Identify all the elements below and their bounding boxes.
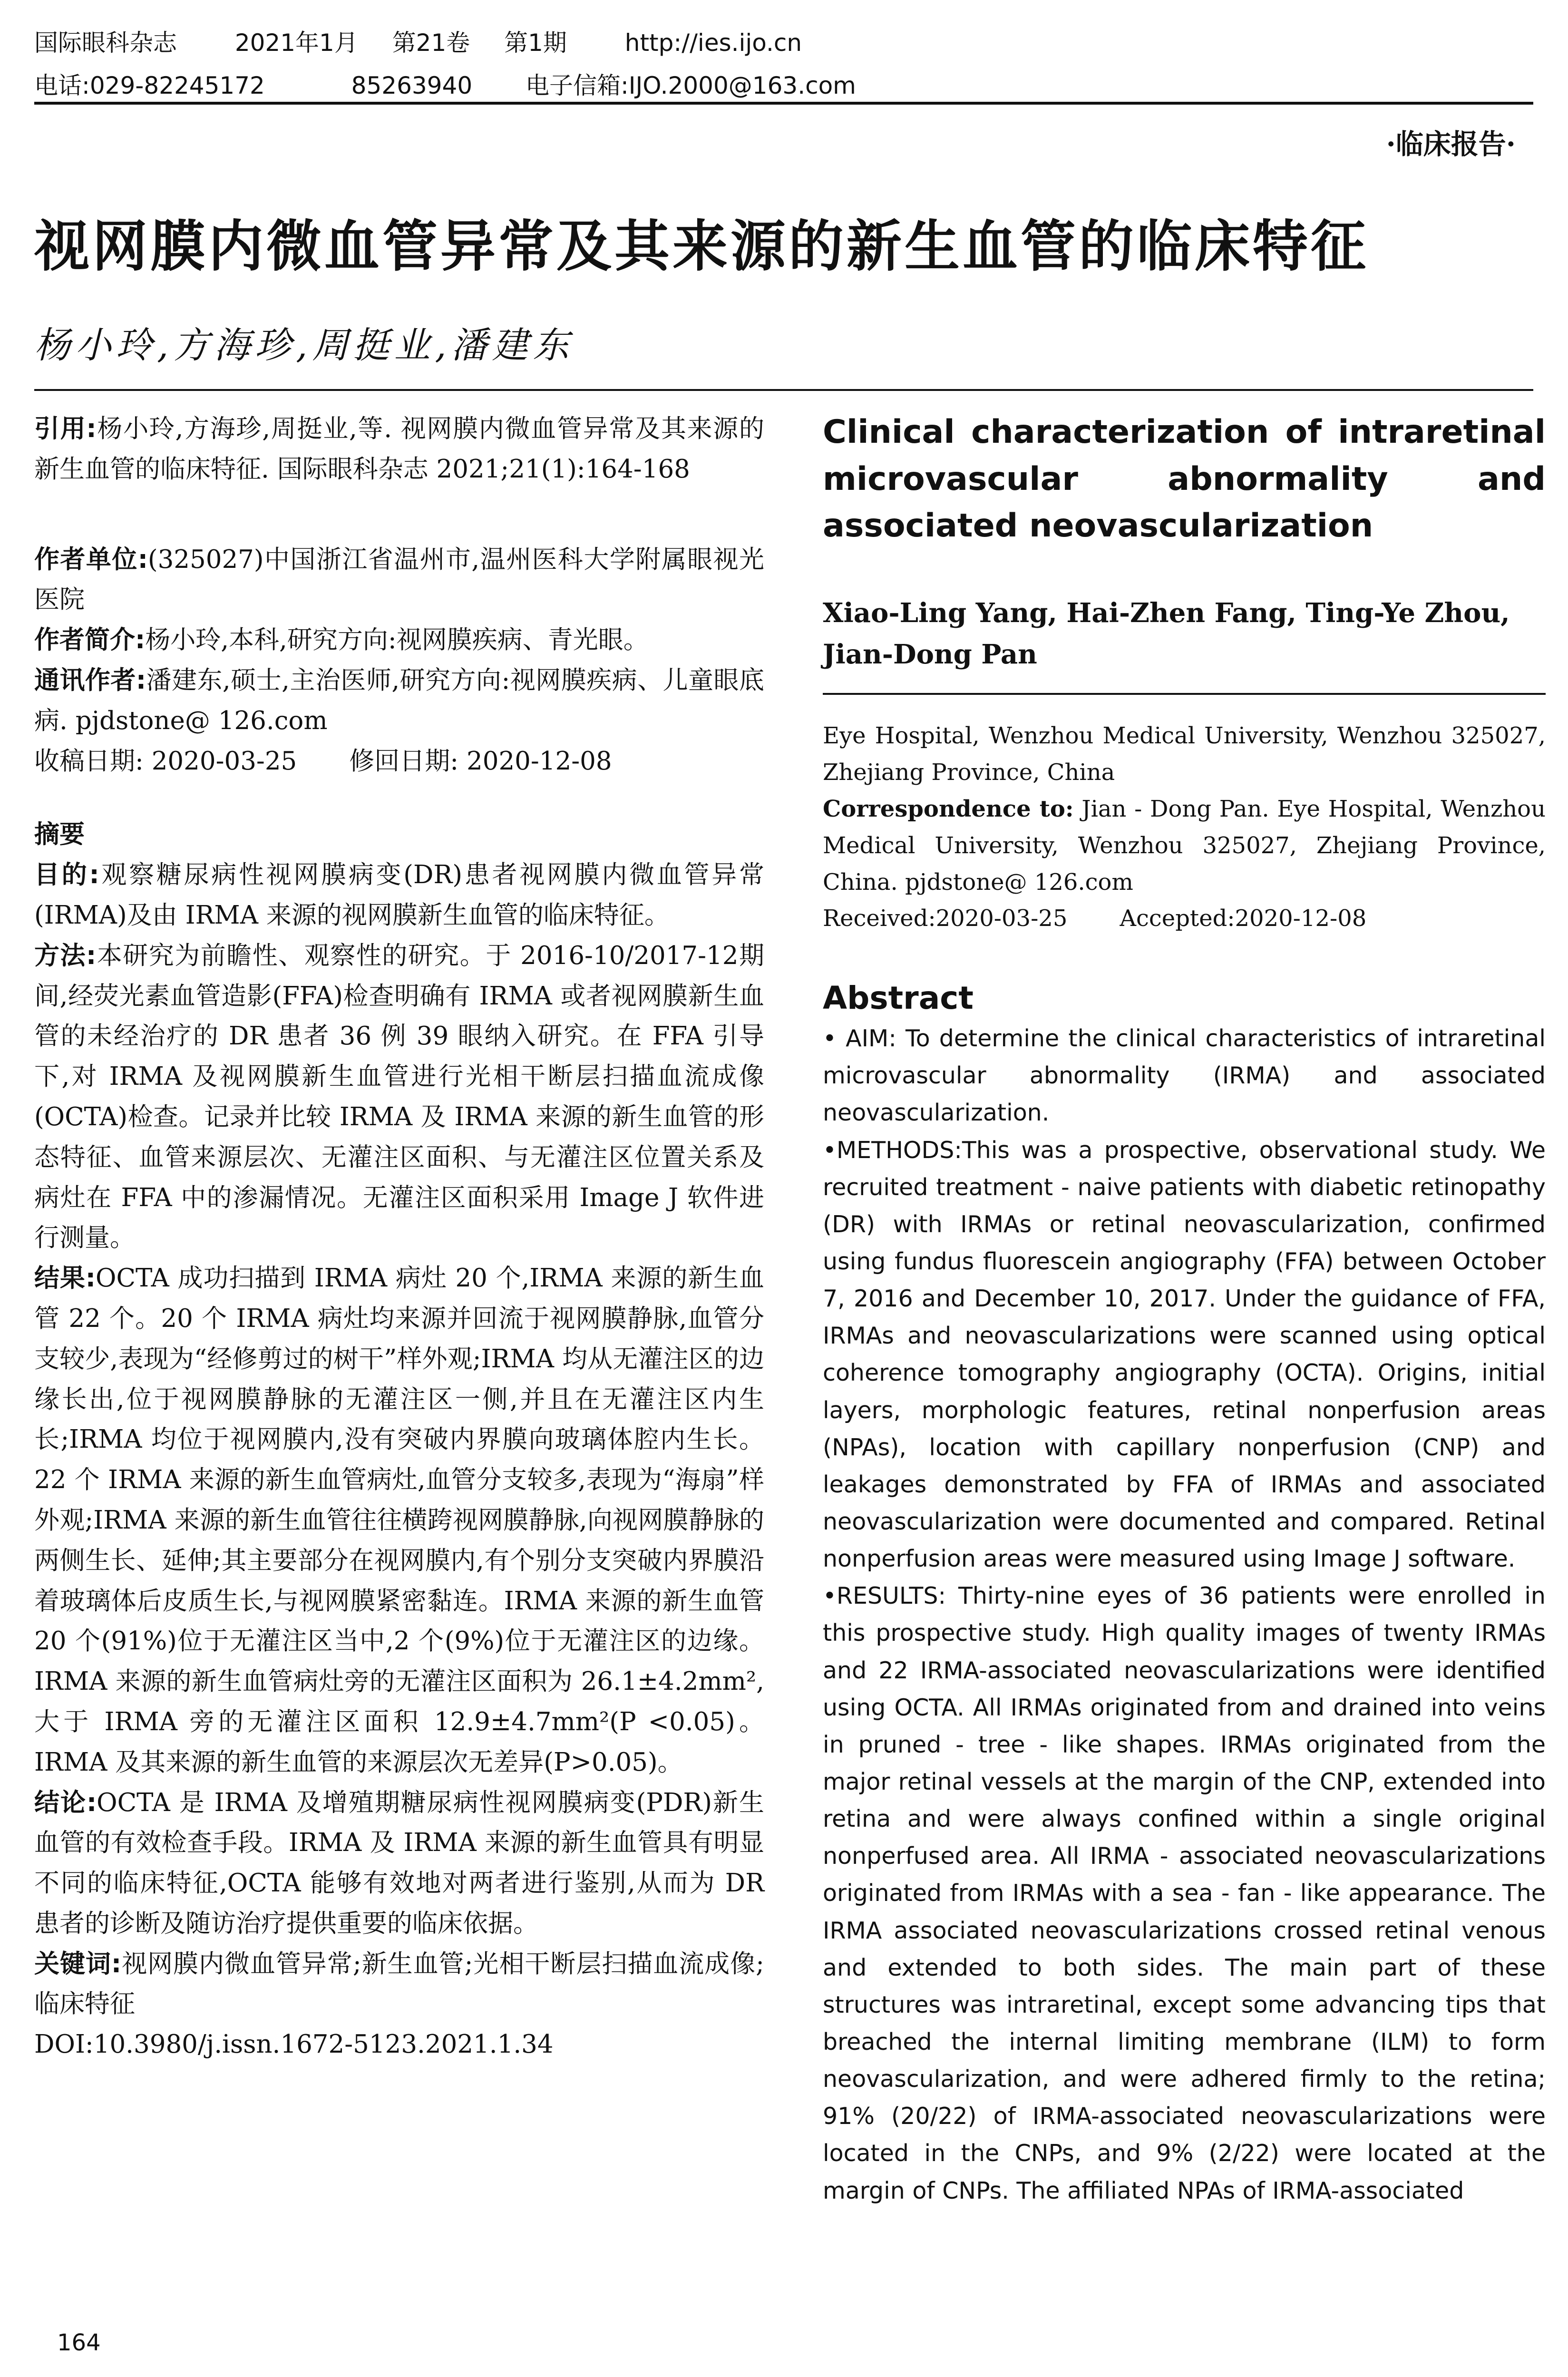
authors-rule [823,693,1546,695]
abstract-heading-en: Abstract [823,980,974,1017]
article-title-zh: 视网膜内微血管异常及其来源的新生血管的临床特征 [34,214,1369,279]
phone: 电话:029-82245172 [34,72,265,99]
abstract-en [823,1020,1546,2210]
journal-header-line2 [34,67,856,101]
correspondence-en: Correspondence to: Jian - Dong Pan. Eye Hospital, Wenzhou Medical University, Wenzhou 325027, Zhejiang Province, China. pjdstone@ 126.com [823,795,1546,896]
authors-zh: 杨小玲,方海珍,周挺业,潘建东 [34,324,574,366]
left-column [34,409,764,2065]
affiliation-en: Eye Hospital, Wenzhou Medical University, Wenzhou 325027, Zhejiang Province, China [823,722,1546,786]
abstract-aim-en: • AIM: To determine the clinical characteristics of intraretinal microvascular abnormality (IRMA) and associated neovascularization. [823,1025,1546,1127]
page-number: 164 [57,2329,101,2356]
corresponding-author: 通讯作者:潘建东,硕士,主治医师,研究方向:视网膜疾病、儿童眼底病. pjdstone@ 126.com [34,665,764,735]
journal-email[interactable]: 电子信箱:IJO.2000@163.com [525,72,856,99]
affiliation: 作者单位:(325027)中国浙江省温州市,温州医科大学附属眼视光医院 [34,545,764,614]
keywords-zh: 关键词:视网膜内微血管异常;新生血管;光相干断层扫描血流成像;临床特征 [34,1949,764,2019]
section-tag: ·临床报告· [1386,128,1516,160]
dates-zh: 收稿日期: 2020-03-25 修回日期: 2020-12-08 [34,746,612,776]
author-bio: 作者简介:杨小玲,本科,研究方向:视网膜疾病、青光眼。 [34,625,649,655]
abstract-aim-zh: 目的:观察糖尿病性视网膜病变(DR)患者视网膜内微血管异常(IRMA)及由 IRMA 来源的视网膜新生血管的临床特征。 [34,860,764,930]
doi: DOI:10.3980/j.issn.1672-5123.2021.1.34 [34,2030,554,2059]
journal-url[interactable]: http://ies.ijo.cn [624,29,802,57]
citation: 引用:杨小玲,方海珍,周挺业,等. 视网膜内微血管异常及其来源的新生血管的临床特征. 国际眼科杂志 2021;21(1):164-168 [34,414,764,484]
volume: 第21卷 [392,29,470,57]
title-rule [34,389,1533,391]
phone2: 85263940 [351,72,473,99]
issue-date: 2021年1月 [234,29,358,57]
right-column [823,409,1546,2210]
abstract-results-zh: 结果:OCTA 成功扫描到 IRMA 病灶 20 个,IRMA 来源的新生血管 22 个。20 个 IRMA 病灶均来源并回流于视网膜静脉,血管分支较少,表现为“经修剪过的树干”样外观;IRMA 均从无灌注区的边缘长出,位于视网膜静脉的无灌注区一侧,并且在无灌注区内生长;IRMA 均位于视网膜内,没有突破内界膜向玻璃体腔内生长。22 个 IRMA 来源的新生血管病灶,血管分支较多,表现为“海扇”样外观;IRMA 来源的新生血管往往横跨视网膜静脉,向视网膜静脉的两侧生长、延伸;其主要部分在视网膜内,有个别分支突破内界膜沿着玻璃体后皮质生长,与视网膜紧密黏连。IRMA 来源的新生血管 20 个(91%)位于无灌注区当中,2 个(9%)位于无灌注区的边缘。IRMA 来源的新生血管病灶旁的无灌注区面积为 26.1±4.2mm²,大于 IRMA 旁的无灌注区面积 12.9±4.7mm²(P <0.05)。IRMA 及其来源的新生血管的来源层次无差异(P>0.05)。 [34,1264,764,1777]
article-title-en: Clinical characterization of intraretinal microvascular abnormality and associated neovascularization [823,413,1546,545]
dates-en: Received:2020-03-25 Accepted:2020-12-08 [823,905,1367,932]
abstract-conclusion-zh: 结论:OCTA 是 IRMA 及增殖期糖尿病性视网膜病变(PDR)新生血管的有效检查手段。IRMA 及 IRMA 来源的新生血管具有明显不同的临床特征,OCTA 能够有效地对两者进行鉴别,从而为 DR 患者的诊断及随访治疗提供重要的临床依据。 [34,1788,764,1938]
abstract-results-en: •RESULTS: Thirty-nine eyes of 36 patients were enrolled in this prospective study. High quality images of twenty IRMAs and 22 IRMA-associated neovascularizations were identified using OCTA. All IRMAs originated from and drained into veins in pruned - tree - like shapes. IRMAs originated from the major retinal vessels at the margin of the CNP, extended into retina and were always confined within a single original nonperfused area. All IRMA - associated neovascularizations originated from IRMAs with a sea - fan - like appearance. The IRMA associated neovascularizations crossed retinal venous and extended to both sides. The main part of these structures was intraretinal, except some advancing tips that breached the internal limiting membrane (ILM) to form neovascularization, and were adhered firmly to the retina; 91% (20/22) of IRMA-associated neovascularizations were located in the CNPs, and 9% (2/22) were located at the margin of CNPs. The affiliated NPAs of IRMA-associated [823,1582,1546,2204]
issue-number: 第1期 [504,29,567,57]
abstract-heading-zh: 摘要 [34,820,85,849]
journal-header-line1 [34,24,802,58]
journal-name: 国际眼科杂志 [34,29,177,57]
authors-en: Xiao-Ling Yang, Hai-Zhen Fang, Ting-Ye Zhou, Jian-Dong Pan [823,597,1510,670]
affiliation-en-block [823,718,1546,937]
abstract-methods-en: •METHODS:This was a prospective, observational study. We recruited treatment - naive patients with diabetic retinopathy (DR) with IRMAs or retinal neovascularization, confirmed using fundus fluorescein angiography (FFA) between October 7, 2016 and December 10, 2017. Under the guidance of FFA, IRMAs and neovascularizations were scanned using optical coherence tomography angiography (OCTA). Origins, initial layers, morphologic features, retinal nonperfusion areas (NPAs), location with capillary nonperfusion (CNP) and leakages demonstrated by FFA of IRMAs and associated neovascularization were documented and compared. Retinal nonperfusion areas were measured using Image J software. [823,1136,1546,1573]
header-rule [34,102,1533,105]
abstract-methods-zh: 方法:本研究为前瞻性、观察性的研究。于 2016-10/2017-12期间,经荧光素血管造影(FFA)检查明确有 IRMA 或者视网膜新生血管的未经治疗的 DR 患者 36 例 39 眼纳入研究。在 FFA 引导下,对 IRMA 及视网膜新生血管进行光相干断层扫描血流成像(OCTA)检查。记录并比较 IRMA 及 IRMA 来源的新生血管的形态特征、血管来源层次、无灌注区面积、与无灌注区位置关系及病灶在 FFA 中的渗漏情况。无灌注区面积采用 Image J 软件进行测量。 [34,941,764,1253]
